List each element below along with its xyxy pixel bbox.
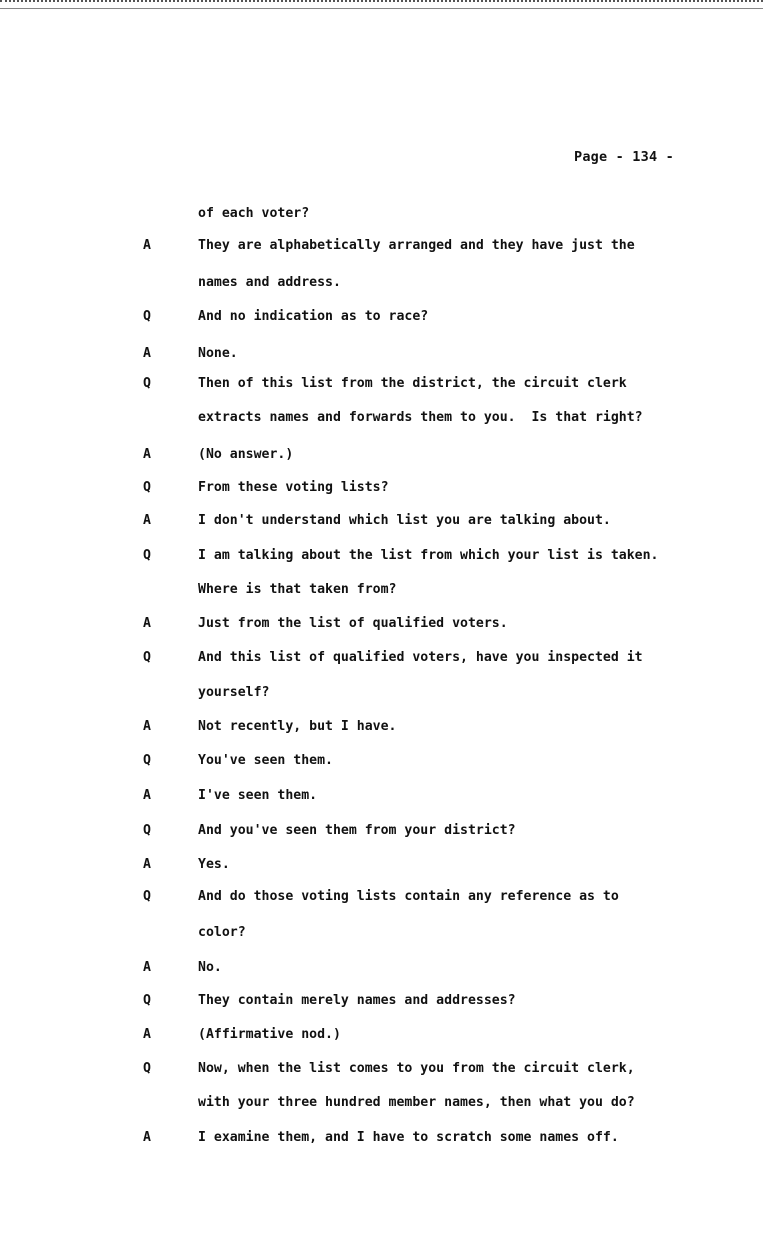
speaker-label: Q xyxy=(143,889,151,904)
page-top-border xyxy=(0,0,763,9)
speaker-label: A xyxy=(143,346,151,361)
line-text: Just from the list of qualified voters. xyxy=(198,616,508,631)
line-text: Yes. xyxy=(198,857,230,872)
line-text: yourself? xyxy=(198,685,270,700)
transcript-line xyxy=(0,408,763,428)
line-text: I examine them, and I have to scratch some names off. xyxy=(198,1130,619,1145)
transcript-line xyxy=(0,478,763,498)
transcript-line xyxy=(0,923,763,943)
line-text: I am talking about the list from which your list is taken. xyxy=(198,548,659,563)
speaker-label: A xyxy=(143,788,151,803)
line-text: names and address. xyxy=(198,275,341,290)
transcript-line xyxy=(0,1025,763,1045)
speaker-label: Q xyxy=(143,480,151,495)
speaker-label: Q xyxy=(143,650,151,665)
transcript-line xyxy=(0,991,763,1011)
transcript-line xyxy=(0,204,763,224)
transcript-line xyxy=(0,445,763,465)
transcript-line xyxy=(0,344,763,364)
transcript-line xyxy=(0,751,763,771)
line-text: And no indication as to race? xyxy=(198,309,429,324)
transcript-line xyxy=(0,307,763,327)
line-text: of each voter? xyxy=(198,206,310,221)
speaker-label: A xyxy=(143,1027,151,1042)
line-text: And do those voting lists contain any reference as to xyxy=(198,889,619,904)
transcript-line xyxy=(0,511,763,531)
line-text: (No answer.) xyxy=(198,447,294,462)
speaker-label: A xyxy=(143,238,151,253)
line-text: They are alphabetically arranged and they have just the xyxy=(198,238,635,253)
transcript-line xyxy=(0,1059,763,1079)
transcript-line xyxy=(0,683,763,703)
speaker-label: A xyxy=(143,447,151,462)
speaker-label: A xyxy=(143,1130,151,1145)
speaker-label: Q xyxy=(143,1061,151,1076)
transcript-line xyxy=(0,786,763,806)
transcript-line xyxy=(0,614,763,634)
line-text: You've seen them. xyxy=(198,753,333,768)
line-text: Not recently, but I have. xyxy=(198,719,397,734)
page-number: Page - 134 - xyxy=(574,149,674,165)
line-text: Then of this list from the district, the circuit clerk xyxy=(198,376,627,391)
speaker-label: Q xyxy=(143,753,151,768)
line-text: No. xyxy=(198,960,222,975)
line-text: I've seen them. xyxy=(198,788,318,803)
speaker-label: A xyxy=(143,616,151,631)
transcript-line xyxy=(0,273,763,293)
transcript-line xyxy=(0,1128,763,1148)
transcript-line xyxy=(0,887,763,907)
transcript-line xyxy=(0,236,763,256)
line-text: And you've seen them from your district? xyxy=(198,823,516,838)
transcript-line xyxy=(0,821,763,841)
speaker-label: Q xyxy=(143,309,151,324)
transcript-line xyxy=(0,580,763,600)
speaker-label: Q xyxy=(143,376,151,391)
transcript-line xyxy=(0,958,763,978)
transcript-line xyxy=(0,855,763,875)
speaker-label: A xyxy=(143,513,151,528)
line-text: extracts names and forwards them to you. Is that right? xyxy=(198,410,643,425)
line-text: with your three hundred member names, then what you do? xyxy=(198,1095,635,1110)
line-text: None. xyxy=(198,346,238,361)
speaker-label: A xyxy=(143,857,151,872)
line-text: color? xyxy=(198,925,246,940)
line-text: Where is that taken from? xyxy=(198,582,397,597)
speaker-label: A xyxy=(143,960,151,975)
speaker-label: Q xyxy=(143,993,151,1008)
line-text: They contain merely names and addresses? xyxy=(198,993,516,1008)
transcript-line xyxy=(0,717,763,737)
transcript-line xyxy=(0,374,763,394)
speaker-label: A xyxy=(143,719,151,734)
line-text: I don't understand which list you are talking about. xyxy=(198,513,611,528)
transcript-line xyxy=(0,1093,763,1113)
line-text: (Affirmative nod.) xyxy=(198,1027,341,1042)
transcript-line xyxy=(0,648,763,668)
speaker-label: Q xyxy=(143,823,151,838)
line-text: Now, when the list comes to you from the circuit clerk, xyxy=(198,1061,635,1076)
line-text: And this list of qualified voters, have you inspected it xyxy=(198,650,643,665)
line-text: From these voting lists? xyxy=(198,480,389,495)
speaker-label: Q xyxy=(143,548,151,563)
transcript-line xyxy=(0,546,763,566)
